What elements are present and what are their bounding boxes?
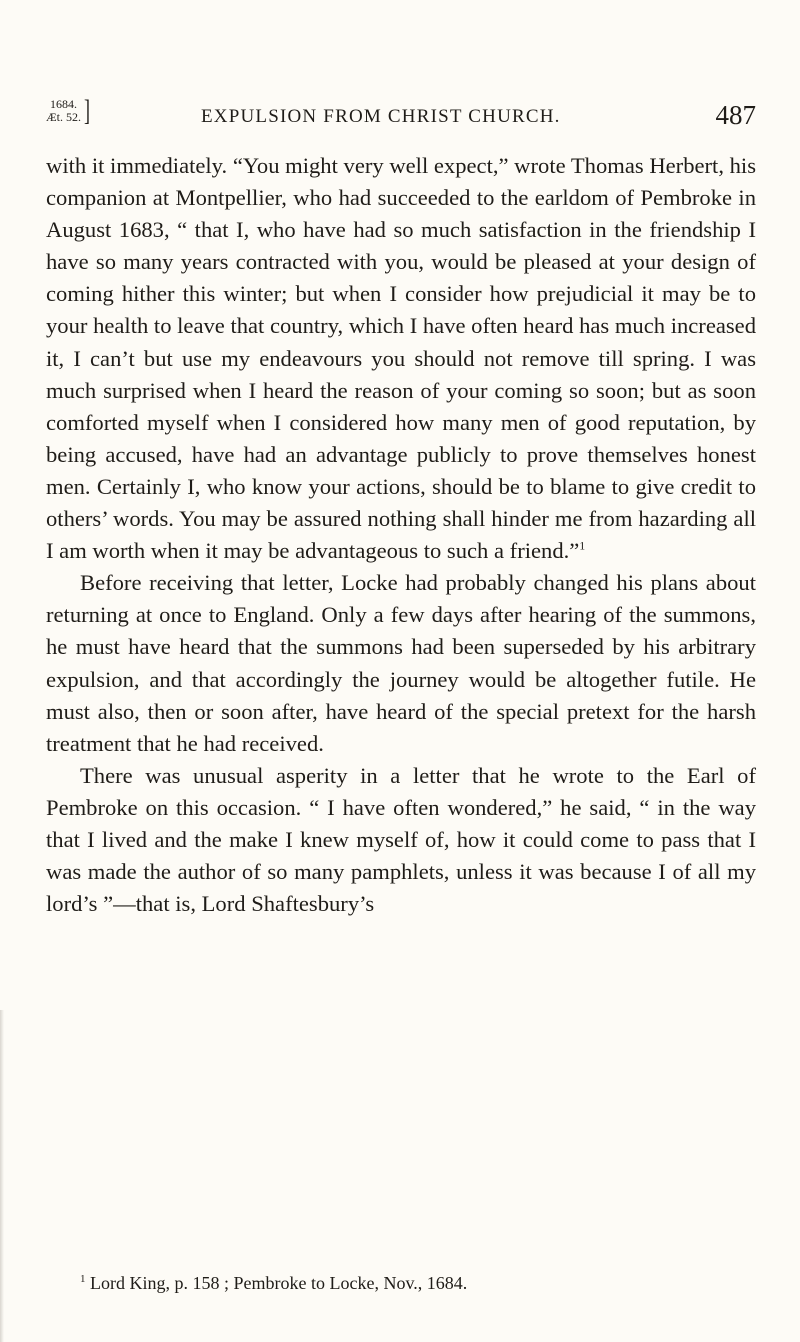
page-edge-shadow	[0, 1010, 4, 1342]
page-number: 487	[715, 100, 756, 130]
paragraph-1	[46, 150, 756, 567]
paragraph-3	[46, 760, 756, 920]
paragraph-3-text: There was unusual asperity in a letter that he wrote to the Earl of Pembroke on this occasion. “ I have often wondered,” he said, “ in the way that I lived and the make I knew myself of, how it could come to pass that I was made the author of so many pamphlets, unless it was because I of all my lord’s ”—that is, Lord Shaftesbury’s	[46, 762, 756, 917]
margin-age: Æt. 52.	[46, 110, 82, 124]
body-text	[46, 150, 756, 920]
paragraph-2-text: Before receiving that letter, Locke had probably changed his plans about returning at once to England. Only a few days after hearing of the summons, he must have heard that the summons had been superseded by his arbitrary expulsion, and that accordingly the journey would be altogether futile. He must also, then or soon after, have heard of the special pretext for the harsh treatment that he had received.	[46, 570, 756, 756]
footnote	[46, 1268, 756, 1294]
margin-year: 1684.	[50, 97, 77, 111]
page-header	[46, 94, 756, 138]
footnote-marker: 1	[80, 1273, 86, 1285]
running-head: EXPULSION FROM CHRIST CHURCH.	[201, 106, 561, 127]
margin-date-note	[46, 94, 92, 127]
paragraph-1-text: with it immediately. “You might very well expect,” wrote Thomas Herbert, his companion at Montpellier, who had succeeded to the earldom of Pembroke in August 1683, “ that I, who have had so much satisfaction in the friendship I have so many years contracted with you, would be pleased at your design of coming hither this winter; but when I consider how prejudicial it may be to your health to leave that country, which I have often heard has much increased it, I can’t but use my endeavours you should not remove till spring. I was much surprised when I heard the reason of your coming so soon; but as soon comforted myself when I considered how many men of good reputation, by being accused, have had an advantage publicly to prove themselves honest men. Certainly I, who know your actions, should be to blame to give credit to others’ words. You may be assured nothing shall hinder me from hazarding all I am worth when it may be advantageous to such a friend.”	[46, 153, 756, 564]
footnote-text: Lord King, p. 158 ; Pembroke to Locke, Nov., 1684.	[90, 1273, 468, 1293]
bracket-glyph: ]	[84, 94, 91, 127]
paragraph-2	[46, 567, 756, 760]
footnote-ref: 1	[579, 538, 586, 553]
